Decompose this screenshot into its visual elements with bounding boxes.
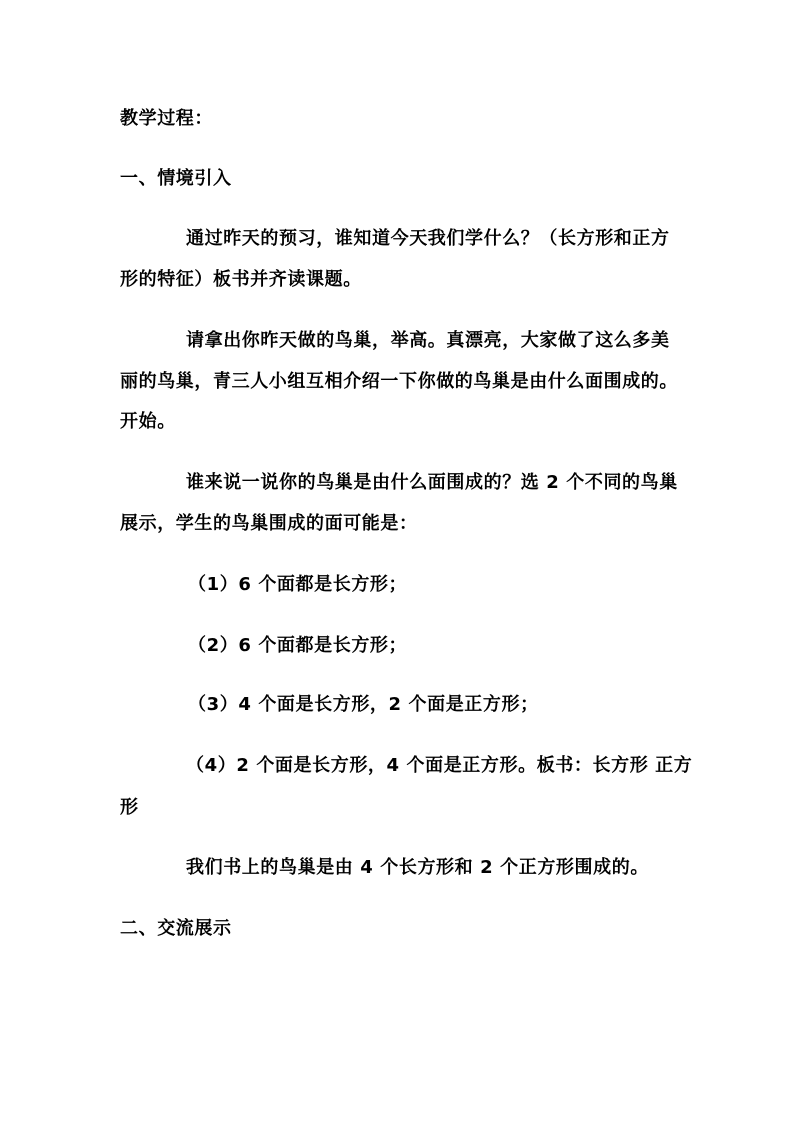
- paragraph-line: 丽的鸟巢，青三人小组互相介绍一下你做的鸟巢是由什么面围成的。: [120, 371, 678, 392]
- paragraph-line: 展示，学生的鸟巢围成的面可能是：: [120, 513, 418, 534]
- lesson-heading: 教学过程：: [120, 108, 213, 129]
- paragraph-line: 请拿出你昨天做的鸟巢，举高。真漂亮，大家做了这么多美: [186, 330, 670, 351]
- list-item: （1）6 个面都是长方形；: [188, 574, 408, 595]
- list-item: （4）2 个面是长方形，4 个面是正方形。板书：长方形 正方: [186, 755, 693, 776]
- paragraph-line: 形的特征）板书并齐读课题。: [120, 269, 362, 290]
- section-title-exchange: 二、交流展示: [120, 918, 232, 939]
- paragraph-line: 我们书上的鸟巢是由 4 个长方形和 2 个正方形围成的。: [186, 857, 649, 878]
- list-item: （3）4 个面是长方形，2 个面是正方形；: [188, 694, 539, 715]
- list-item: （2）6 个面都是长方形；: [188, 635, 408, 656]
- paragraph-line: 开始。: [120, 411, 176, 432]
- section-title-intro: 一、情境引入: [120, 168, 232, 189]
- paragraph-line: 通过昨天的预习，谁知道今天我们学什么？（长方形和正方: [186, 228, 670, 249]
- paragraph-line: 谁来说一说你的鸟巢是由什么面围成的？选 2 个不同的鸟巢: [186, 472, 678, 493]
- list-item-continuation: 形: [120, 797, 139, 818]
